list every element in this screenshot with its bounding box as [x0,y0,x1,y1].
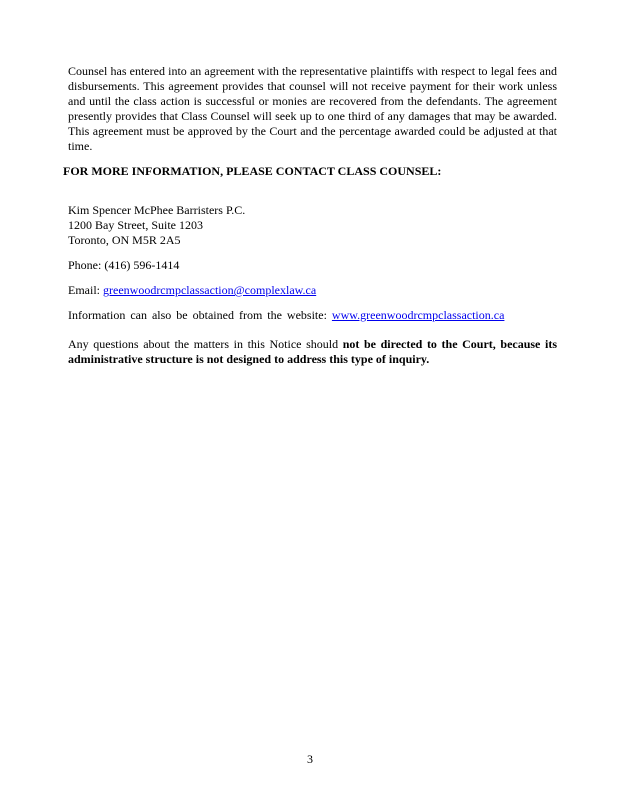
contact-class-counsel-heading: FOR MORE INFORMATION, PLEASE CONTACT CLASS COUNSEL: [63,164,442,178]
counsel-name: Kim Spencer McPhee Barristers P.C. [68,203,246,217]
email-link[interactable]: greenwoodrcmpclassaction@complexlaw.ca [103,283,317,297]
page-number: 3 [307,752,313,766]
page-content [63,64,557,367]
website-line [68,308,557,323]
email-line [68,283,557,298]
website-prefix: Information can also be obtained from the website: [68,308,332,322]
email-label: Email: [68,283,103,297]
intro-paragraph: Counsel has entered into an agreement with the representative plaintiffs with respect to legal fees and disbursements. This agreement provides that counsel will not receive payment for their work unless and until the class action is successful or monies are recovered from the defendants. The agreement presently provides that Class Counsel will seek up to one third of any damages that may be awarded. This agreement must be approved by the Court and the percentage awarded could be adjusted at that time. [68,64,557,153]
counsel-street: 1200 Bay Street, Suite 1203 [68,218,203,232]
counsel-city: Toronto, ON M5R 2A5 [68,233,181,247]
court-note-normal-text: Any questions about the matters in this Notice should [68,337,343,351]
counsel-address-block [68,203,557,248]
website-link[interactable]: www.greenwoodrcmpclassaction.ca [331,308,505,322]
court-note-bold-text: not be directed to the Court, because its administrative structure is not designed to address this type of inquiry. [68,337,557,366]
phone-line: Phone: (416) 596-1414 [68,258,180,272]
court-inquiry-note [68,337,557,367]
